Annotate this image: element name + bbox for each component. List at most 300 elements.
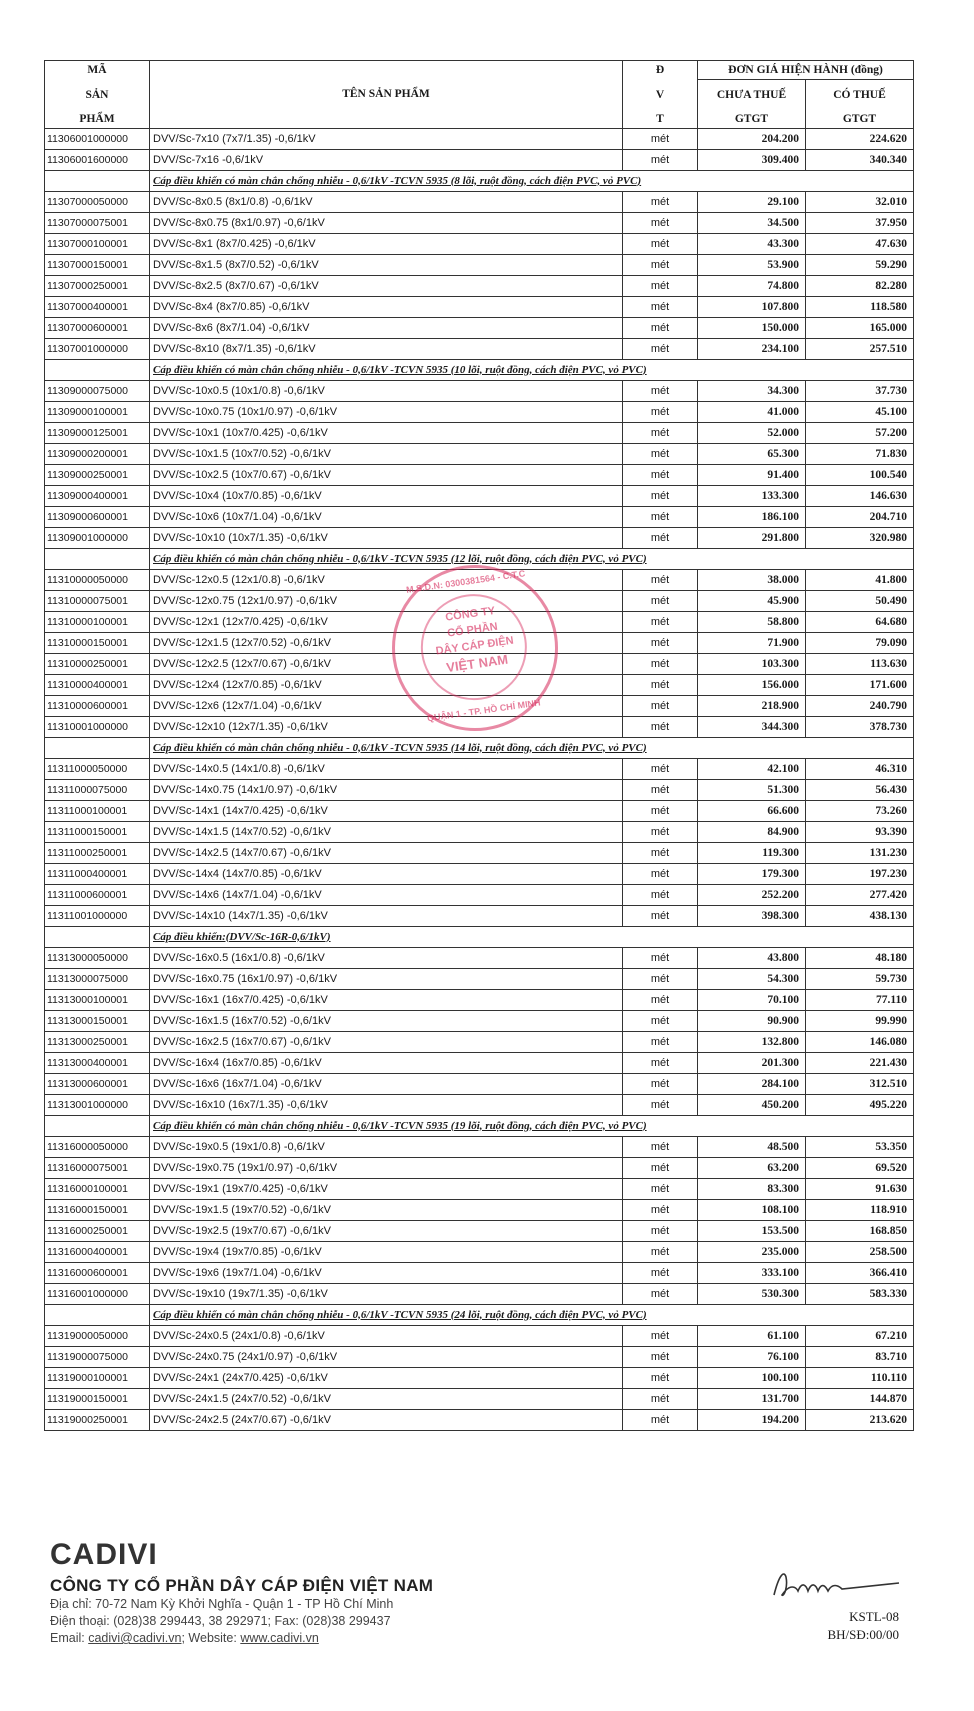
product-name: DVV/Sc-24x0.75 (24x1/0.97) -0,6/1kV (150, 1346, 623, 1367)
product-unit: mét (622, 1178, 697, 1199)
product-unit: mét (622, 380, 697, 401)
product-unit: mét (622, 800, 697, 821)
price-with-vat: 59.290 (805, 254, 913, 275)
section-row (45, 170, 914, 191)
section-title: Cáp điều khiển:(DVV/Sc-16R-0,6/1kV) (150, 926, 914, 947)
header-name: TÊN SẢN PHẨM (150, 61, 623, 129)
table-row (45, 905, 914, 926)
product-name: DVV/Sc-14x0.5 (14x1/0.8) -0,6/1kV (150, 758, 623, 779)
price-with-vat: 77.110 (805, 989, 913, 1010)
table-row (45, 233, 914, 254)
price-before-vat: 91.400 (697, 464, 805, 485)
product-unit: mét (622, 1157, 697, 1178)
table-row (45, 716, 914, 737)
price-with-vat: 100.540 (805, 464, 913, 485)
section-code-cell (45, 926, 150, 947)
table-row (45, 1094, 914, 1115)
product-unit: mét (622, 716, 697, 737)
product-code: 11311000075000 (45, 779, 150, 800)
product-code: 11316000050000 (45, 1136, 150, 1157)
table-row (45, 1136, 914, 1157)
price-with-vat: 46.310 (805, 758, 913, 779)
header-code-2: SẢN (45, 80, 150, 110)
product-code: 11313000250001 (45, 1031, 150, 1052)
product-unit: mét (622, 1199, 697, 1220)
product-unit: mét (622, 884, 697, 905)
table-row (45, 611, 914, 632)
product-code: 11310000100001 (45, 611, 150, 632)
product-unit: mét (622, 590, 697, 611)
price-before-vat: 291.800 (697, 527, 805, 548)
product-unit: mét (622, 1409, 697, 1430)
table-row (45, 1367, 914, 1388)
product-unit: mét (622, 212, 697, 233)
price-with-vat: 312.510 (805, 1073, 913, 1094)
product-name: DVV/Sc-10x1.5 (10x7/0.52) -0,6/1kV (150, 443, 623, 464)
section-row (45, 548, 914, 569)
price-before-vat: 132.800 (697, 1031, 805, 1052)
price-before-vat: 83.300 (697, 1178, 805, 1199)
price-before-vat: 398.300 (697, 905, 805, 926)
price-before-vat: 54.300 (697, 968, 805, 989)
section-code-cell (45, 548, 150, 569)
product-unit: mét (622, 779, 697, 800)
price-with-vat: 583.330 (805, 1283, 913, 1304)
product-unit: mét (622, 233, 697, 254)
email-link[interactable]: cadivi@cadivi.vn (88, 1631, 182, 1645)
product-code: 11307000050000 (45, 191, 150, 212)
price-with-vat: 438.130 (805, 905, 913, 926)
company-phone: Điện thoại: (028)38 299443, 38 292971; Fax: (028)38 299437 (50, 1614, 391, 1628)
price-with-vat: 197.230 (805, 863, 913, 884)
product-unit: mét (622, 149, 697, 170)
table-row (45, 1262, 914, 1283)
price-with-vat: 277.420 (805, 884, 913, 905)
product-unit: mét (622, 527, 697, 548)
table-row (45, 842, 914, 863)
product-name: DVV/Sc-16x6 (16x7/1.04) -0,6/1kV (150, 1073, 623, 1094)
company-name: CÔNG TY CỔ PHẦN DÂY CÁP ĐIỆN VIỆT NAM (50, 1576, 434, 1595)
stamp-ring-bottom: QUẬN 1 - TP. HỒ CHÍ MINH (426, 697, 542, 724)
product-name: DVV/Sc-10x0.75 (10x1/0.97) -0,6/1kV (150, 401, 623, 422)
price-with-vat: 495.220 (805, 1094, 913, 1115)
table-row (45, 149, 914, 170)
section-row (45, 926, 914, 947)
product-name: DVV/Sc-19x2.5 (19x7/0.67) -0,6/1kV (150, 1220, 623, 1241)
product-unit: mét (622, 821, 697, 842)
price-before-vat: 48.500 (697, 1136, 805, 1157)
product-unit: mét (622, 191, 697, 212)
table-row (45, 317, 914, 338)
price-table-sheet (44, 60, 914, 1431)
price-before-vat: 43.300 (697, 233, 805, 254)
price-with-vat: 258.500 (805, 1241, 913, 1262)
price-before-vat: 218.900 (697, 695, 805, 716)
price-before-vat: 41.000 (697, 401, 805, 422)
section-code-cell (45, 737, 150, 758)
product-unit: mét (622, 653, 697, 674)
product-unit: mét (622, 464, 697, 485)
product-code: 11313000600001 (45, 1073, 150, 1094)
product-unit: mét (622, 842, 697, 863)
price-before-vat: 107.800 (697, 296, 805, 317)
product-code: 11310000150001 (45, 632, 150, 653)
product-code: 11311000050000 (45, 758, 150, 779)
header-price-group: ĐƠN GIÁ HIỆN HÀNH (đồng) (697, 61, 913, 80)
table-row (45, 1241, 914, 1262)
product-code: 11309000600001 (45, 506, 150, 527)
company-address: Địa chỉ: 70-72 Nam Kỳ Khởi Nghĩa - Quận 1 - TP Hồ Chí Minh (50, 1597, 394, 1611)
product-code: 11316000100001 (45, 1178, 150, 1199)
table-row (45, 863, 914, 884)
product-name: DVV/Sc-10x10 (10x7/1.35) -0,6/1kV (150, 527, 623, 548)
price-with-vat: 110.110 (805, 1367, 913, 1388)
price-with-vat: 56.430 (805, 779, 913, 800)
table-row (45, 380, 914, 401)
product-unit: mét (622, 905, 697, 926)
price-before-vat: 194.200 (697, 1409, 805, 1430)
price-with-vat: 340.340 (805, 149, 913, 170)
product-code: 11311000600001 (45, 884, 150, 905)
price-with-vat: 204.710 (805, 506, 913, 527)
price-with-vat: 99.990 (805, 1010, 913, 1031)
product-code: 11309000200001 (45, 443, 150, 464)
price-with-vat: 224.620 (805, 128, 913, 149)
table-row (45, 401, 914, 422)
price-before-vat: 63.200 (697, 1157, 805, 1178)
price-before-vat: 309.400 (697, 149, 805, 170)
table-row (45, 275, 914, 296)
price-with-vat: 64.680 (805, 611, 913, 632)
price-table (44, 60, 914, 1431)
table-row (45, 506, 914, 527)
product-unit: mét (622, 1073, 697, 1094)
website-label: ; Website: (181, 1631, 241, 1645)
section-row (45, 1304, 914, 1325)
table-row (45, 1346, 914, 1367)
table-row (45, 1283, 914, 1304)
product-code: 11316000250001 (45, 1220, 150, 1241)
price-with-vat: 165.000 (805, 317, 913, 338)
product-unit: mét (622, 1010, 697, 1031)
price-with-vat: 73.260 (805, 800, 913, 821)
product-code: 11310001000000 (45, 716, 150, 737)
product-code: 11307000150001 (45, 254, 150, 275)
table-row (45, 1409, 914, 1430)
table-row (45, 632, 914, 653)
product-code: 11311000100001 (45, 800, 150, 821)
price-with-vat: 240.790 (805, 695, 913, 716)
price-before-vat: 66.600 (697, 800, 805, 821)
table-header (45, 61, 914, 129)
table-row (45, 128, 914, 149)
product-name: DVV/Sc-10x2.5 (10x7/0.67) -0,6/1kV (150, 464, 623, 485)
price-before-vat: 201.300 (697, 1052, 805, 1073)
product-code: 11307000400001 (45, 296, 150, 317)
document-reference (827, 1608, 899, 1644)
header-price1-gtgt: GTGT (697, 110, 805, 129)
section-title: Cáp điều khiển có màn chắn chống nhiễu - 0,6/1kV -TCVN 5935 (24 lõi, ruột đồng, cách điện PVC, vỏ PVC) (150, 1304, 914, 1325)
table-row (45, 1010, 914, 1031)
table-row (45, 527, 914, 548)
price-with-vat: 146.080 (805, 1031, 913, 1052)
price-before-vat: 204.200 (697, 128, 805, 149)
product-code: 11319000250001 (45, 1409, 150, 1430)
price-with-vat: 118.580 (805, 296, 913, 317)
header-unit-3: T (622, 110, 697, 129)
header-unit-1: Đ (622, 61, 697, 80)
product-code: 11307000250001 (45, 275, 150, 296)
price-before-vat: 150.000 (697, 317, 805, 338)
product-name: DVV/Sc-12x6 (12x7/1.04) -0,6/1kV (150, 695, 623, 716)
product-name: DVV/Sc-16x0.5 (16x1/0.8) -0,6/1kV (150, 947, 623, 968)
price-before-vat: 90.900 (697, 1010, 805, 1031)
product-name: DVV/Sc-12x2.5 (12x7/0.67) -0,6/1kV (150, 653, 623, 674)
product-unit: mét (622, 338, 697, 359)
table-row (45, 1325, 914, 1346)
product-code: 11313001000000 (45, 1094, 150, 1115)
price-before-vat: 71.900 (697, 632, 805, 653)
product-unit: mét (622, 947, 697, 968)
price-before-vat: 34.500 (697, 212, 805, 233)
table-row (45, 1178, 914, 1199)
product-code: 11309001000000 (45, 527, 150, 548)
price-with-vat: 91.630 (805, 1178, 913, 1199)
price-before-vat: 45.900 (697, 590, 805, 611)
price-before-vat: 119.300 (697, 842, 805, 863)
price-with-vat: 69.520 (805, 1157, 913, 1178)
price-before-vat: 34.300 (697, 380, 805, 401)
product-unit: mét (622, 989, 697, 1010)
section-row (45, 359, 914, 380)
product-unit: mét (622, 275, 697, 296)
product-name: DVV/Sc-19x1.5 (19x7/0.52) -0,6/1kV (150, 1199, 623, 1220)
price-before-vat: 344.300 (697, 716, 805, 737)
section-row (45, 1115, 914, 1136)
product-code: 11319000050000 (45, 1325, 150, 1346)
section-code-cell (45, 170, 150, 191)
product-code: 11311000150001 (45, 821, 150, 842)
section-title: Cáp điều khiển có màn chắn chống nhiễu - 0,6/1kV -TCVN 5935 (8 lõi, ruột đồng, cách điện PVC, vỏ PVC) (150, 170, 914, 191)
product-name: DVV/Sc-10x1 (10x7/0.425) -0,6/1kV (150, 422, 623, 443)
product-code: 11316001000000 (45, 1283, 150, 1304)
section-code-cell (45, 359, 150, 380)
price-with-vat: 79.090 (805, 632, 913, 653)
product-code: 11307001000000 (45, 338, 150, 359)
product-name: DVV/Sc-7x10 (7x7/1.35) -0,6/1kV (150, 128, 623, 149)
product-name: DVV/Sc-14x4 (14x7/0.85) -0,6/1kV (150, 863, 623, 884)
product-unit: mét (622, 1367, 697, 1388)
product-name: DVV/Sc-14x6 (14x7/1.04) -0,6/1kV (150, 884, 623, 905)
product-name: DVV/Sc-16x10 (16x7/1.35) -0,6/1kV (150, 1094, 623, 1115)
price-before-vat: 84.900 (697, 821, 805, 842)
product-code: 11310000600001 (45, 695, 150, 716)
product-name: DVV/Sc-12x0.75 (12x1/0.97) -0,6/1kV (150, 590, 623, 611)
product-name: DVV/Sc-16x4 (16x7/0.85) -0,6/1kV (150, 1052, 623, 1073)
product-code: 11307000075001 (45, 212, 150, 233)
product-unit: mét (622, 1220, 697, 1241)
price-before-vat: 74.800 (697, 275, 805, 296)
product-code: 11313000050000 (45, 947, 150, 968)
table-row (45, 1220, 914, 1241)
header-price2-gtgt: GTGT (805, 110, 913, 129)
section-title: Cáp điều khiển có màn chắn chống nhiễu - 0,6/1kV -TCVN 5935 (14 lõi, ruột đồng, cách điện PVC, vỏ PVC) (150, 737, 914, 758)
section-row (45, 737, 914, 758)
product-code: 11319000075000 (45, 1346, 150, 1367)
price-before-vat: 43.800 (697, 947, 805, 968)
price-before-vat: 530.300 (697, 1283, 805, 1304)
product-name: DVV/Sc-16x0.75 (16x1/0.97) -0,6/1kV (150, 968, 623, 989)
price-with-vat: 82.280 (805, 275, 913, 296)
product-name: DVV/Sc-8x10 (8x7/1.35) -0,6/1kV (150, 338, 623, 359)
product-name: DVV/Sc-8x4 (8x7/0.85) -0,6/1kV (150, 296, 623, 317)
product-code: 11316000075001 (45, 1157, 150, 1178)
table-row (45, 254, 914, 275)
product-unit: mét (622, 1031, 697, 1052)
section-code-cell (45, 1304, 150, 1325)
table-row (45, 884, 914, 905)
product-unit: mét (622, 674, 697, 695)
header-unit-2: V (622, 80, 697, 110)
price-with-vat: 366.410 (805, 1262, 913, 1283)
product-name: DVV/Sc-16x1.5 (16x7/0.52) -0,6/1kV (150, 1010, 623, 1031)
product-name: DVV/Sc-14x1 (14x7/0.425) -0,6/1kV (150, 800, 623, 821)
product-code: 11309000075000 (45, 380, 150, 401)
product-name: DVV/Sc-19x10 (19x7/1.35) -0,6/1kV (150, 1283, 623, 1304)
product-unit: mét (622, 254, 697, 275)
product-name: DVV/Sc-12x1.5 (12x7/0.52) -0,6/1kV (150, 632, 623, 653)
product-code: 11310000250001 (45, 653, 150, 674)
stamp-line3: DÂY CÁP ĐIỆN (435, 634, 515, 658)
product-name: DVV/Sc-12x1 (12x7/0.425) -0,6/1kV (150, 611, 623, 632)
product-name: DVV/Sc-24x0.5 (24x1/0.8) -0,6/1kV (150, 1325, 623, 1346)
company-contact (50, 1630, 910, 1647)
price-with-vat: 93.390 (805, 821, 913, 842)
stamp-line4: VIỆT NAM (445, 651, 509, 676)
product-unit: mét (622, 1094, 697, 1115)
price-before-vat: 234.100 (697, 338, 805, 359)
price-with-vat: 47.630 (805, 233, 913, 254)
price-before-vat: 153.500 (697, 1220, 805, 1241)
product-unit: mét (622, 1052, 697, 1073)
price-before-vat: 58.800 (697, 611, 805, 632)
price-with-vat: 59.730 (805, 968, 913, 989)
product-code: 11319000150001 (45, 1388, 150, 1409)
table-row (45, 464, 914, 485)
cadivi-logo: CADIVI (50, 1538, 158, 1571)
product-unit: mét (622, 569, 697, 590)
product-name: DVV/Sc-8x2.5 (8x7/0.67) -0,6/1kV (150, 275, 623, 296)
table-row (45, 821, 914, 842)
price-before-vat: 131.700 (697, 1388, 805, 1409)
signature-icon (754, 1565, 904, 1605)
price-before-vat: 108.100 (697, 1199, 805, 1220)
product-code: 11316000400001 (45, 1241, 150, 1262)
product-name: DVV/Sc-12x4 (12x7/0.85) -0,6/1kV (150, 674, 623, 695)
table-row (45, 212, 914, 233)
table-row (45, 653, 914, 674)
header-price1: CHƯA THUẾ (697, 80, 805, 110)
header-code-1: MÃ (45, 61, 150, 80)
price-with-vat: 146.630 (805, 485, 913, 506)
table-row (45, 758, 914, 779)
price-before-vat: 186.100 (697, 506, 805, 527)
product-name: DVV/Sc-10x4 (10x7/0.85) -0,6/1kV (150, 485, 623, 506)
price-before-vat: 70.100 (697, 989, 805, 1010)
product-code: 11313000400001 (45, 1052, 150, 1073)
price-with-vat: 48.180 (805, 947, 913, 968)
product-code: 11319000100001 (45, 1367, 150, 1388)
price-with-vat: 257.510 (805, 338, 913, 359)
price-before-vat: 52.000 (697, 422, 805, 443)
product-unit: mét (622, 128, 697, 149)
product-code: 11310000050000 (45, 569, 150, 590)
table-row (45, 422, 914, 443)
product-code: 11313000100001 (45, 989, 150, 1010)
section-code-cell (45, 1115, 150, 1136)
product-name: DVV/Sc-14x2.5 (14x7/0.67) -0,6/1kV (150, 842, 623, 863)
header-code-3: PHẨM (45, 110, 150, 129)
product-unit: mét (622, 506, 697, 527)
product-unit: mét (622, 758, 697, 779)
price-before-vat: 38.000 (697, 569, 805, 590)
product-code: 11306001000000 (45, 128, 150, 149)
product-unit: mét (622, 611, 697, 632)
price-with-vat: 168.850 (805, 1220, 913, 1241)
price-before-vat: 65.300 (697, 443, 805, 464)
price-before-vat: 76.100 (697, 1346, 805, 1367)
table-row (45, 947, 914, 968)
section-title: Cáp điều khiển có màn chắn chống nhiễu - 0,6/1kV -TCVN 5935 (10 lõi, ruột đồng, cách điện PVC, vỏ PVC) (150, 359, 914, 380)
table-row (45, 989, 914, 1010)
product-unit: mét (622, 1136, 697, 1157)
stamp-ring-top: M.S.D.N: 0300381564 - C.T.C (405, 568, 526, 595)
product-unit: mét (622, 1346, 697, 1367)
product-name: DVV/Sc-16x1 (16x7/0.425) -0,6/1kV (150, 989, 623, 1010)
price-with-vat: 320.980 (805, 527, 913, 548)
price-before-vat: 333.100 (697, 1262, 805, 1283)
price-with-vat: 213.620 (805, 1409, 913, 1430)
product-unit: mét (622, 422, 697, 443)
product-name: DVV/Sc-24x1 (24x7/0.425) -0,6/1kV (150, 1367, 623, 1388)
table-row (45, 674, 914, 695)
website-link[interactable]: www.cadivi.vn (240, 1631, 319, 1645)
product-name: DVV/Sc-7x16 -0,6/1kV (150, 149, 623, 170)
price-before-vat: 42.100 (697, 758, 805, 779)
price-with-vat: 67.210 (805, 1325, 913, 1346)
price-before-vat: 61.100 (697, 1325, 805, 1346)
price-before-vat: 100.100 (697, 1367, 805, 1388)
product-unit: mét (622, 443, 697, 464)
doc-revision: BH/SĐ:00/00 (827, 1627, 899, 1642)
price-with-vat: 221.430 (805, 1052, 913, 1073)
price-with-vat: 53.350 (805, 1136, 913, 1157)
table-row (45, 1031, 914, 1052)
table-row (45, 800, 914, 821)
product-name: DVV/Sc-19x6 (19x7/1.04) -0,6/1kV (150, 1262, 623, 1283)
table-row (45, 590, 914, 611)
price-with-vat: 71.830 (805, 443, 913, 464)
table-row (45, 779, 914, 800)
product-name: DVV/Sc-24x2.5 (24x7/0.67) -0,6/1kV (150, 1409, 623, 1430)
price-with-vat: 144.870 (805, 1388, 913, 1409)
product-code: 11313000150001 (45, 1010, 150, 1031)
price-with-vat: 57.200 (805, 422, 913, 443)
product-unit: mét (622, 1388, 697, 1409)
price-with-vat: 37.730 (805, 380, 913, 401)
table-row (45, 485, 914, 506)
product-code: 11310000400001 (45, 674, 150, 695)
